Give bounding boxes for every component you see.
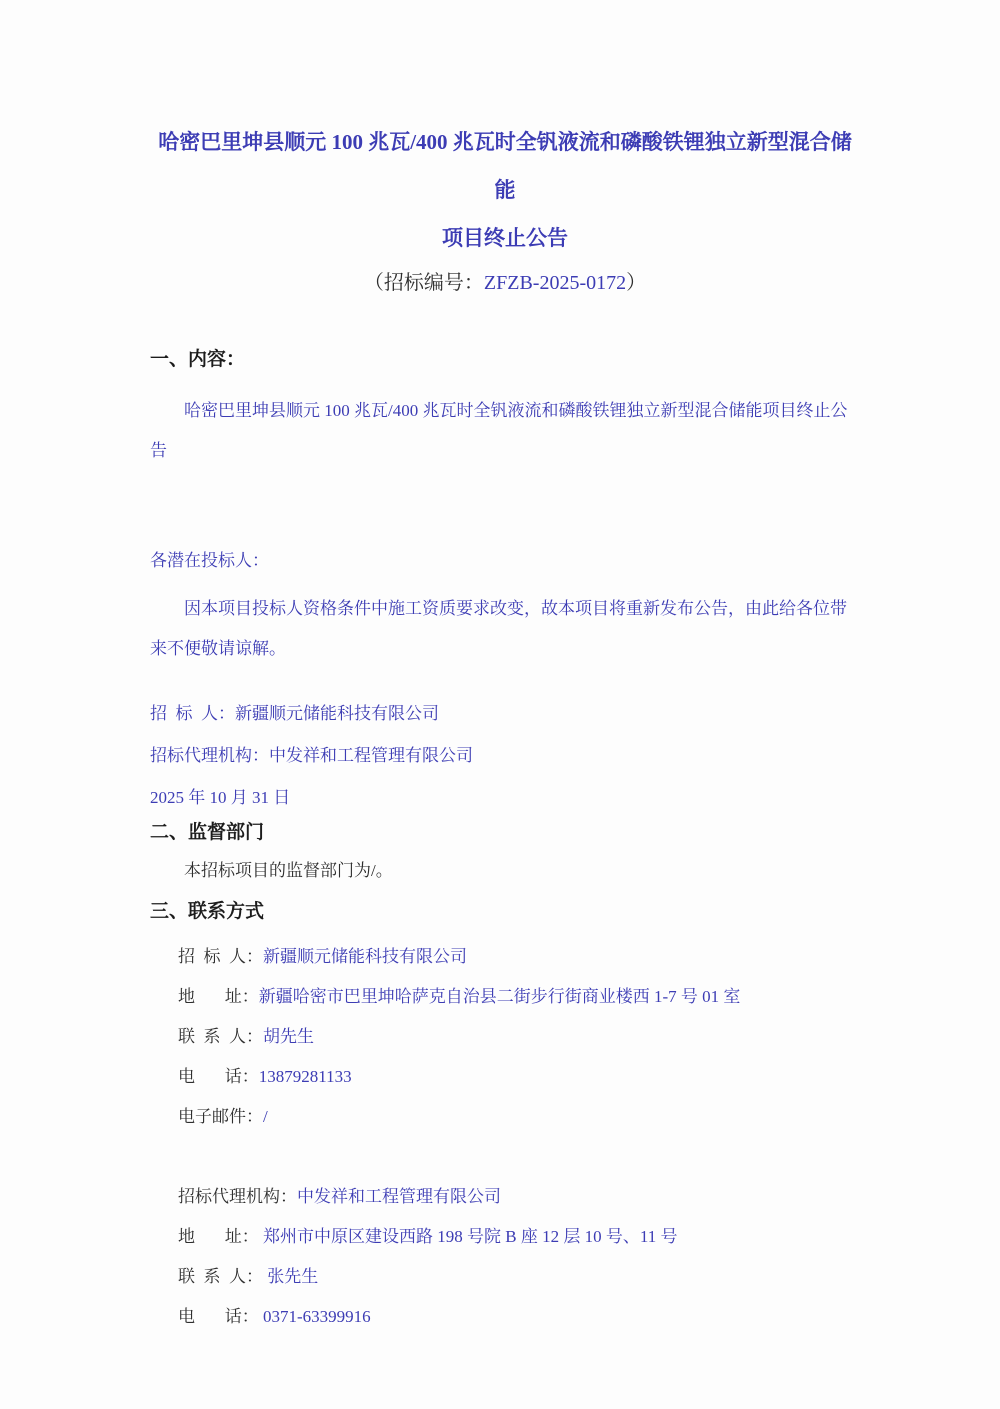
tenderer-name-value: 新疆顺元储能科技有限公司 — [263, 947, 467, 966]
agency-name-row — [178, 1177, 860, 1217]
agency-phone-row — [178, 1297, 860, 1337]
agency-address-label: 地 址： — [178, 1227, 259, 1246]
agency-phone-value: 0371-63399916 — [258, 1307, 371, 1326]
tenderer-address-label: 地 址： — [178, 987, 259, 1006]
tenderer-contact-person-row — [178, 1017, 860, 1057]
agency-name-value: 中发祥和工程管理有限公司 — [297, 1187, 501, 1206]
tenderer-address-value: 新疆哈密市巴里坤哈萨克自治县二街步行街商业楼西 1-7 号 01 室 — [258, 987, 741, 1006]
section-1-body: 哈密巴里坤县顺元 100 兆瓦/400 兆瓦时全钒液流和磷酸铁锂独立新型混合储能项目终止公告 — [150, 401, 848, 460]
agency-phone-label: 电 话： — [178, 1307, 259, 1326]
tenderer-name-row — [178, 937, 860, 977]
agency-contact-block — [150, 1177, 860, 1337]
section-3-heading: 三、联系方式 — [150, 901, 265, 922]
tender-number-prefix: （招标编号： — [363, 272, 484, 294]
signature-agency-line: 招标代理机构：中发祥和工程管理有限公司 — [150, 746, 473, 765]
agency-name-label: 招标代理机构： — [178, 1187, 297, 1206]
tenderer-contact-block — [150, 937, 860, 1137]
tender-number-suffix: ） — [626, 272, 647, 294]
title-line-2: 项目终止公告 — [442, 226, 568, 250]
tender-number-line — [150, 268, 860, 298]
tenderer-phone-value: 13879281133 — [258, 1067, 352, 1086]
agency-contact-person-row — [178, 1257, 860, 1297]
tenderer-email-value: / — [263, 1107, 268, 1126]
signature-date-line: 2025 年 10 月 31 日 — [150, 788, 291, 807]
tenderer-email-label: 电子邮件： — [178, 1107, 263, 1126]
signature-tenderer-line: 招 标 人：新疆顺元储能科技有限公司 — [150, 704, 439, 723]
tender-number-code: ZFZB-2025-0172 — [483, 272, 627, 294]
section-2-body: 本招标项目的监督部门为/。 — [184, 861, 393, 880]
section-2-heading: 二、监督部门 — [150, 822, 265, 843]
title-line-1: 哈密巴里坤县顺元 100 兆瓦/400 兆瓦时全钒液流和磷酸铁锂独立新型混合储能 — [158, 130, 852, 202]
signature-block — [150, 693, 860, 819]
tenderer-contact-person-label: 联 系 人： — [178, 1027, 263, 1046]
agency-contact-person-label: 联 系 人： — [178, 1267, 263, 1286]
tenderer-address-row — [178, 977, 860, 1017]
tenderer-phone-row — [178, 1057, 860, 1097]
agency-address-value: 郑州市中原区建设西路 198 号院 B 座 12 层 10 号、11 号 — [258, 1227, 678, 1246]
document-title — [150, 118, 860, 262]
tenderer-name-label: 招 标 人： — [178, 947, 263, 966]
agency-address-row — [178, 1217, 860, 1257]
section-1-heading: 一、内容： — [150, 349, 246, 370]
notice-body: 因本项目投标人资格条件中施工资质要求改变，故本项目将重新发布公告，由此给各位带来不便敬请谅解。 — [150, 599, 847, 658]
tenderer-email-row — [178, 1097, 860, 1137]
tenderer-contact-person-value: 胡先生 — [263, 1027, 314, 1046]
agency-contact-person-value: 张先生 — [263, 1267, 319, 1286]
notice-salutation: 各潜在投标人： — [150, 551, 269, 570]
tenderer-phone-label: 电 话： — [178, 1067, 259, 1086]
